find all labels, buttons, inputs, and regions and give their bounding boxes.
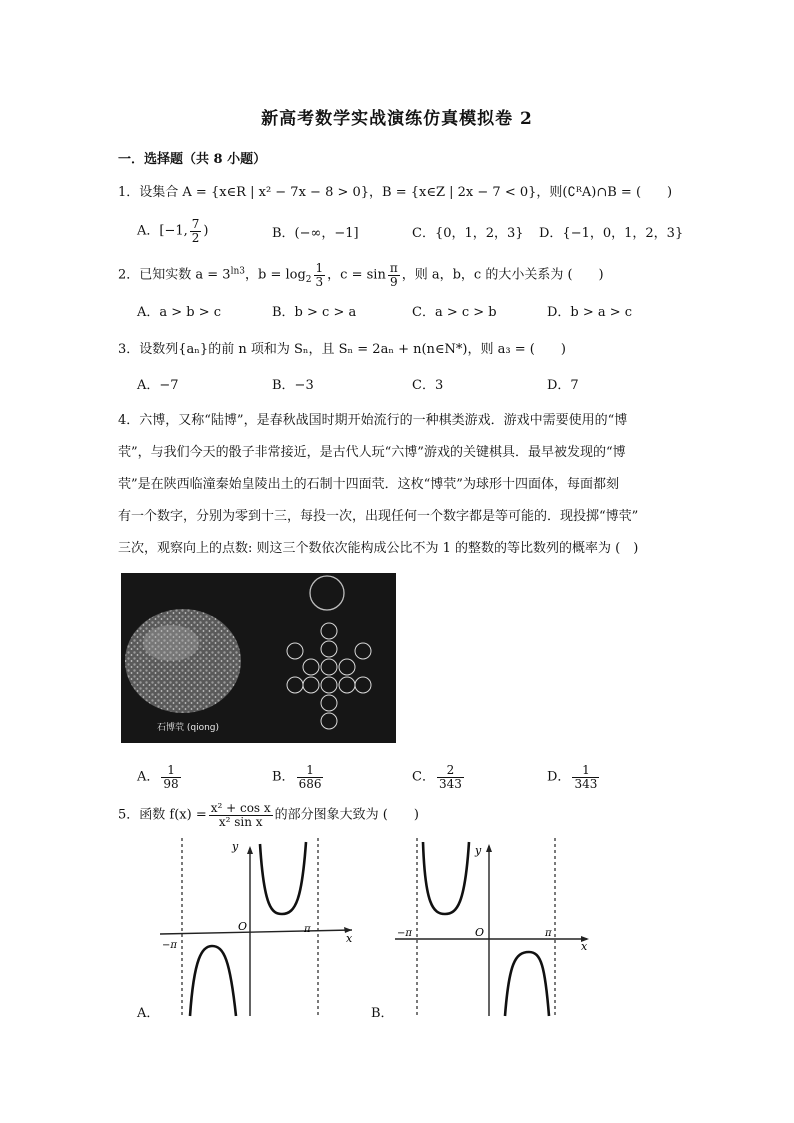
graph-b-label: B． — [371, 1006, 394, 1021]
fraction-denominator: 343 — [574, 776, 598, 791]
pi-tick: π — [304, 924, 311, 935]
question-4-line: 有一个数字，分别为零到十三，每投一次，出现任何一个数字都是等可能的．现投掷“博茕” — [118, 509, 639, 524]
stone-die-icon — [125, 609, 241, 713]
option-label: D． — [547, 769, 571, 785]
fraction-denominator: 2 — [191, 230, 200, 245]
q1-option-d: D．{−1，0，1，2，3} — [539, 226, 684, 241]
x-axis-label: x — [581, 940, 588, 953]
graph-b — [395, 838, 595, 1018]
bo-qiong-illustration — [121, 573, 396, 743]
option-label: B． — [272, 769, 295, 785]
fraction-denominator: 343 — [438, 776, 462, 791]
question-5-stem — [118, 802, 419, 828]
curve-right-branch — [505, 952, 549, 1016]
face-diagram-icon — [310, 576, 344, 610]
q1-option-b: B．(−∞，−1] — [272, 226, 359, 241]
q2-stem-part-b: ，b = log — [245, 267, 306, 283]
fraction-denominator: 98 — [163, 776, 179, 791]
q3-option-c: C．3 — [412, 378, 444, 393]
question-4-line: 三次，观察向上的点数: 则这三个数依次能构成公比不为 1 的整数的等比数列的概率为 ( ) — [118, 541, 639, 556]
q2-stem-part-c: ，c = sin — [327, 267, 386, 283]
origin-label: O — [475, 926, 485, 939]
q5-function-fraction — [209, 802, 273, 828]
question-1-stem: 1．设集合 A = {x∈R | x² − 7x − 8 > 0}，B = {x∈Z | 2x − 7 < 0}，则(∁ᴿA)∩B = ( ) — [118, 185, 673, 200]
option-label: A． — [137, 769, 160, 785]
x-axis — [160, 930, 352, 934]
question-3-stem: 3．设数列{aₙ}的前 n 项和为 Sₙ，且 Sₙ = 2aₙ + n(n∈N*)，则 a₃ = ( ) — [118, 342, 566, 357]
question-2-options — [137, 301, 697, 323]
q3-option-b: B．−3 — [272, 378, 314, 393]
q2-b-fraction — [314, 262, 326, 288]
q4-option-c — [412, 764, 466, 790]
q2-option-a: A．a > b > c — [137, 305, 222, 320]
q5-stem-part-a: 5．函数 f(x) = — [118, 807, 207, 823]
question-2-stem — [118, 262, 604, 288]
q4-option-c-fraction — [437, 764, 464, 790]
page-title: 新高考数学实战演练仿真模拟卷 2 — [261, 109, 533, 129]
numbered-faces-icon — [287, 623, 371, 729]
q4-option-a — [137, 764, 183, 790]
curve-right-branch — [260, 842, 306, 914]
q3-option-d: D．7 — [547, 378, 579, 393]
graph-b-plot — [395, 838, 595, 1018]
q4-option-b — [272, 764, 325, 790]
fraction-numerator: π — [389, 261, 398, 275]
x-axis-label: x — [346, 932, 353, 945]
neg-pi-tick: −π — [162, 940, 177, 951]
option-label: C． — [412, 769, 435, 785]
q4-option-d-fraction — [572, 764, 599, 790]
graph-a — [160, 838, 360, 1018]
q3-option-a: A．−7 — [137, 378, 179, 393]
q2-exponent: ln3 — [230, 266, 245, 277]
fraction-numerator: 7 — [191, 217, 200, 231]
q2-stem-part-d: ，则 a，b，c 的大小关系为 ( ) — [401, 267, 604, 283]
fraction-numerator: 1 — [315, 261, 324, 275]
q4-option-b-fraction — [297, 764, 324, 790]
curve-left-branch — [423, 842, 469, 914]
fraction-denominator: 9 — [389, 274, 398, 289]
q4-option-d — [547, 764, 601, 790]
q5-stem-part-b: 的部分图象大致为 ( ) — [274, 807, 419, 823]
question-3-options — [137, 374, 697, 396]
fraction-denominator: 3 — [315, 274, 324, 289]
fraction-denominator: x² sin x — [218, 814, 263, 829]
q2-option-b: B．b > c > a — [272, 305, 357, 320]
fraction-numerator: x² + cos x — [210, 801, 271, 815]
q2-log-base: 2 — [305, 275, 312, 286]
graph-a-label: A． — [137, 1006, 160, 1021]
curve-left-branch — [190, 946, 236, 1016]
q1-option-a-prefix: A．[−1, — [137, 223, 188, 239]
y-axis-label: y — [475, 844, 482, 857]
section-heading: 一．选择题（共 8 小题） — [118, 152, 267, 167]
fraction-numerator: 1 — [161, 764, 180, 778]
photo-caption: 石博茕 (qiong) — [157, 723, 220, 733]
question-4-line: 4．六博，又称“陆博”，是春秋战国时期开始流行的一种棋类游戏．游戏中需要使用的“博 — [118, 413, 628, 428]
fraction-numerator: 2 — [437, 764, 464, 778]
y-axis-label: y — [232, 840, 239, 853]
fraction-numerator: 1 — [297, 764, 324, 778]
pi-tick: π — [545, 928, 552, 939]
q1-option-c: C．{0，1，2，3} — [412, 226, 524, 241]
origin-label: O — [238, 920, 248, 933]
question-4-options — [137, 764, 697, 794]
q2-stem-part-a: 2．已知实数 a = 3 — [118, 267, 231, 283]
neg-pi-tick: −π — [397, 928, 412, 939]
fraction-denominator: 686 — [298, 776, 322, 791]
question-4-line: 茕”是在陕西临潼秦始皇陵出土的石制十四面茕．这枚“博茕”为球形十四面体，每面都刻 — [118, 477, 619, 492]
q2-option-c: C．a > c > b — [412, 305, 497, 320]
bo-qiong-photo — [121, 573, 396, 743]
q1-option-a-fraction — [190, 218, 202, 244]
q1-option-a-suffix: ) — [203, 223, 209, 239]
q1-option-a — [137, 218, 208, 244]
question-1-options — [137, 217, 697, 245]
graph-a-plot — [160, 838, 360, 1018]
fraction-numerator: 1 — [572, 764, 599, 778]
question-4-line: 茕”，与我们今天的骰子非常接近，是古代人玩“六博”游戏的关键棋具．最早被发现的“博 — [118, 445, 626, 460]
q2-option-d: D．b > a > c — [547, 305, 633, 320]
q2-c-fraction — [388, 262, 400, 288]
q4-option-a-fraction — [161, 764, 180, 790]
